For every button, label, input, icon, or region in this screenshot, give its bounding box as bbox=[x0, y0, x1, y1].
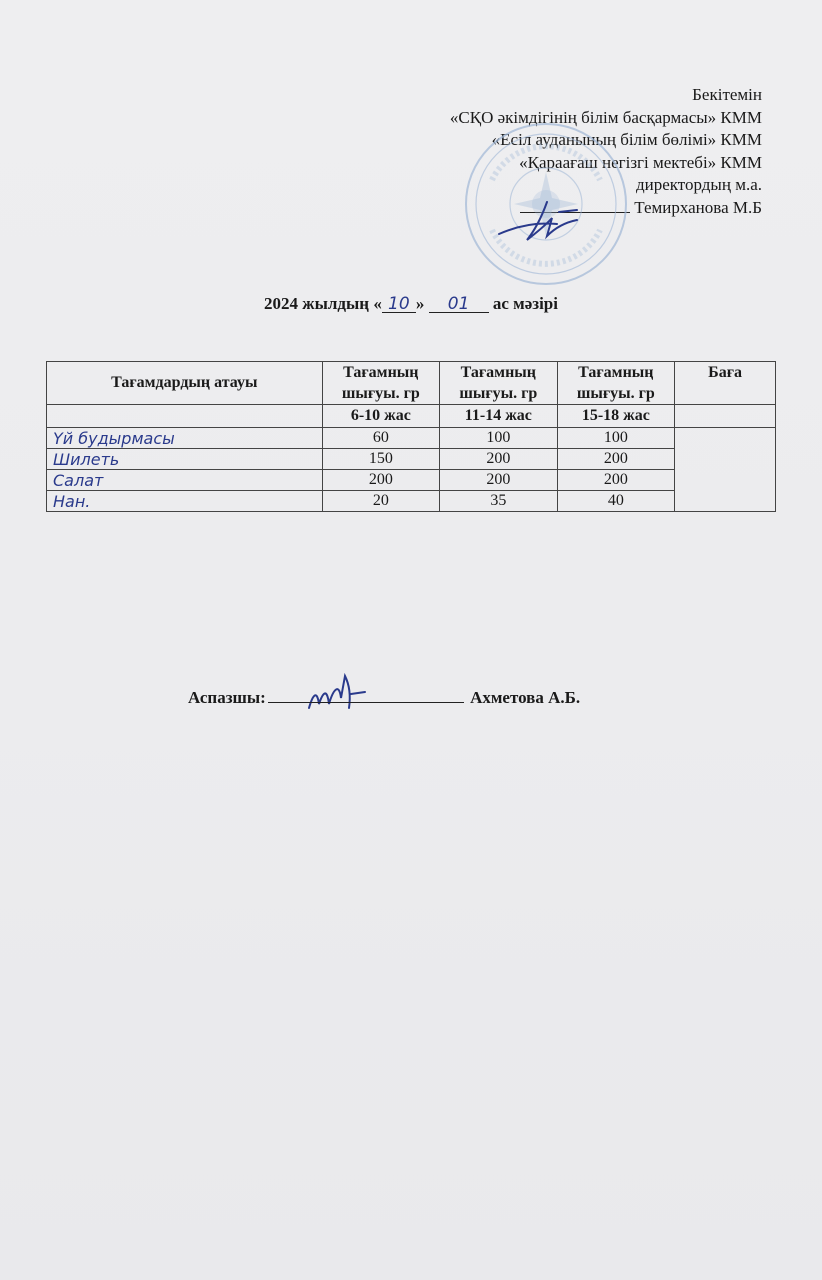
age-group-3: 15-18 жас bbox=[557, 405, 675, 428]
cook-label: Аспазшы: bbox=[188, 688, 266, 707]
portion-11-14: 35 bbox=[440, 491, 558, 512]
age-group-1: 6-10 жас bbox=[322, 405, 440, 428]
table-row bbox=[47, 470, 776, 491]
portion-6-10: 150 bbox=[322, 449, 440, 470]
price-cell bbox=[675, 428, 776, 512]
portion-15-18: 40 bbox=[557, 491, 675, 512]
director-name: Темирханова М.Б bbox=[634, 197, 762, 217]
header-portion-2: Тағамның шығуы. гр bbox=[440, 362, 558, 405]
dish-name: Шилеть bbox=[47, 449, 323, 470]
director-signature-icon bbox=[497, 196, 602, 246]
approval-org-1: «СҚО әкімдігінің білім басқармасы» КММ bbox=[449, 107, 762, 127]
portion-15-18: 100 bbox=[557, 428, 675, 449]
menu-table bbox=[46, 361, 776, 512]
header-portion-3: Тағамның шығуы. гр bbox=[557, 362, 675, 405]
header-price: Баға bbox=[675, 362, 776, 405]
age-group-2: 11-14 жас bbox=[440, 405, 558, 428]
age-row bbox=[47, 405, 776, 428]
portion-6-10: 20 bbox=[322, 491, 440, 512]
header-dish-name: Тағамдардың атауы bbox=[47, 362, 323, 405]
cook-line bbox=[188, 688, 580, 708]
approval-org-2: «Есіл ауданының білім бөлімі» КММ bbox=[491, 130, 762, 149]
title-suffix: ас мәзірі bbox=[492, 294, 558, 313]
title-prefix: 2024 жылдың « bbox=[264, 294, 382, 313]
approval-heading: Бекітемін bbox=[692, 85, 762, 104]
age-empty-cell bbox=[47, 405, 323, 428]
dish-name: Салат bbox=[47, 470, 323, 491]
portion-11-14: 200 bbox=[440, 470, 558, 491]
portion-11-14: 200 bbox=[440, 449, 558, 470]
portion-15-18: 200 bbox=[557, 449, 675, 470]
title-mid: » bbox=[415, 294, 425, 313]
header-portion-1: Тағамның шығуы. гр bbox=[322, 362, 440, 405]
dish-name: Нан. bbox=[47, 491, 323, 512]
portion-11-14: 100 bbox=[440, 428, 558, 449]
signature-line bbox=[268, 688, 464, 703]
menu-title bbox=[0, 294, 822, 314]
dish-name: Үй будырмасы bbox=[47, 428, 323, 449]
approval-org-3: «Қараағаш негізгі мектебі» КММ bbox=[519, 152, 762, 172]
age-price-cell bbox=[675, 405, 776, 428]
table-row bbox=[47, 491, 776, 512]
portion-15-18: 200 bbox=[557, 470, 675, 491]
title-month: 01 bbox=[429, 296, 489, 313]
table-row bbox=[47, 428, 776, 449]
table-row bbox=[47, 449, 776, 470]
portion-6-10: 60 bbox=[322, 428, 440, 449]
portion-6-10: 200 bbox=[322, 470, 440, 491]
title-day: 10 bbox=[382, 296, 416, 313]
table-header-row bbox=[47, 362, 776, 405]
cook-name: Ахметова А.Б. bbox=[470, 688, 581, 707]
approval-position: директордың м.а. bbox=[635, 175, 762, 194]
